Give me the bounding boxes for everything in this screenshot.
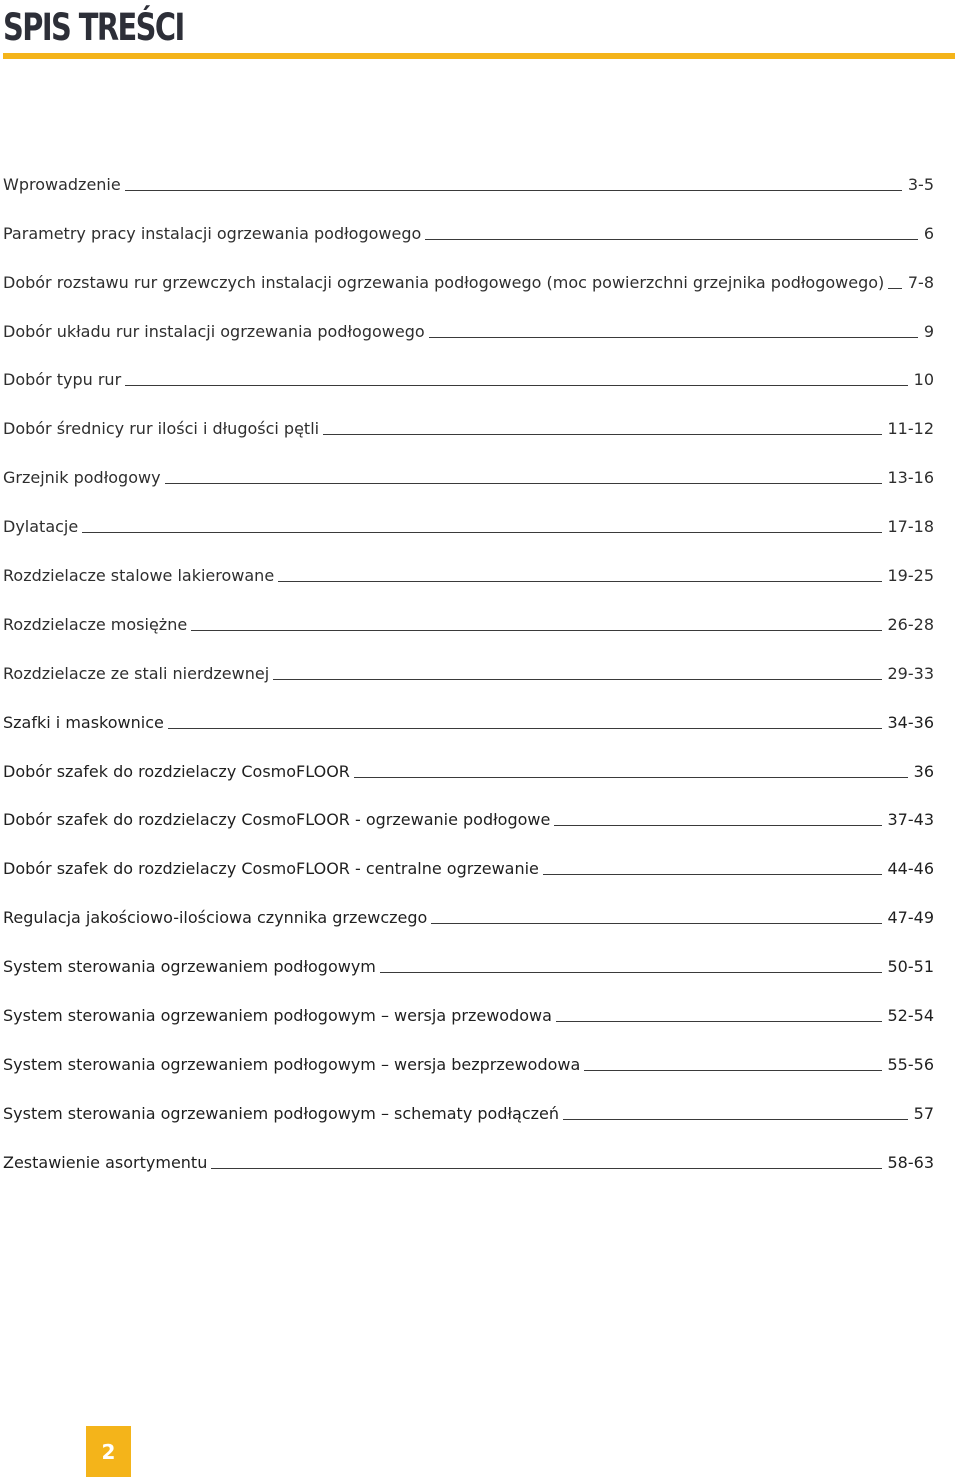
toc-entry[interactable]	[3, 907, 934, 956]
page-number: 2	[101, 1439, 116, 1464]
toc-leader-line	[380, 972, 882, 973]
toc-entry-title: System sterowania ogrzewaniem podłogowym – wersja przewodowa	[3, 1006, 552, 1026]
toc-entry-title: Zestawienie asortymentu	[3, 1152, 208, 1172]
toc-entry-title: Dobór szafek do rozdzielaczy CosmoFLOOR - centralne ogrzewanie	[3, 859, 539, 879]
toc-entry[interactable]	[3, 1103, 934, 1152]
table-of-contents	[3, 174, 934, 1201]
toc-entry-title: Dobór średnicy rur ilości i długości pętli	[3, 419, 320, 439]
toc-leader-line	[563, 1119, 908, 1120]
toc-entry-pages: 52-54	[887, 1006, 934, 1026]
toc-entry[interactable]	[3, 321, 934, 370]
toc-entry-title: Szafki i maskownice	[3, 712, 164, 732]
toc-entry-pages: 17-18	[887, 517, 934, 537]
toc-entry[interactable]	[3, 1054, 934, 1103]
toc-entry-title: System sterowania ogrzewaniem podłogowym	[3, 957, 376, 977]
toc-entry-title: Rozdzielacze mosiężne	[3, 614, 188, 634]
toc-leader-line	[584, 1070, 881, 1071]
toc-entry-pages: 10	[913, 370, 934, 390]
toc-entry-title: Regulacja jakościowo-ilościowa czynnika grzewczego	[3, 908, 428, 928]
toc-entry-pages: 57	[913, 1103, 934, 1123]
toc-entry[interactable]	[3, 712, 934, 761]
toc-entry[interactable]	[3, 1005, 934, 1054]
toc-leader-line	[191, 630, 881, 631]
toc-entry[interactable]	[3, 223, 934, 272]
toc-entry[interactable]	[3, 516, 934, 565]
toc-entry[interactable]	[3, 418, 934, 467]
toc-entry[interactable]	[3, 810, 934, 859]
toc-leader-line	[429, 337, 918, 338]
toc-entry[interactable]	[3, 858, 934, 907]
toc-entry-pages: 19-25	[887, 566, 934, 586]
toc-entry[interactable]	[3, 663, 934, 712]
toc-entry-pages: 29-33	[887, 663, 934, 683]
toc-entry-pages: 37-43	[887, 810, 934, 830]
toc-leader-line	[278, 581, 881, 582]
toc-entry-pages: 55-56	[887, 1054, 934, 1074]
toc-leader-line	[554, 825, 881, 826]
toc-entry[interactable]	[3, 761, 934, 810]
title-underline	[3, 53, 955, 59]
toc-entry-pages: 36	[913, 761, 934, 781]
toc-entry-pages: 44-46	[887, 859, 934, 879]
toc-entry-pages: 13-16	[887, 468, 934, 488]
toc-entry-title: Wprowadzenie	[3, 174, 121, 194]
toc-entry[interactable]	[3, 956, 934, 1005]
toc-entry-pages: 58-63	[887, 1152, 934, 1172]
toc-entry-title: Parametry pracy instalacji ogrzewania podłogowego	[3, 223, 422, 243]
toc-entry-pages: 3-5	[907, 174, 934, 194]
toc-entry-title: Dobór typu rur	[3, 370, 122, 390]
toc-leader-line	[556, 1021, 882, 1022]
toc-entry-title: Dobór układu rur instalacji ogrzewania podłogowego	[3, 321, 425, 341]
toc-entry-pages: 47-49	[887, 908, 934, 928]
toc-entry-title: Rozdzielacze ze stali nierdzewnej	[3, 663, 270, 683]
toc-entry-pages: 50-51	[887, 957, 934, 977]
toc-leader-line	[82, 532, 881, 533]
toc-entry-pages: 6	[923, 223, 934, 243]
toc-leader-line	[323, 434, 881, 435]
toc-leader-line	[211, 1168, 881, 1169]
toc-entry[interactable]	[3, 174, 934, 223]
toc-entry-title: System sterowania ogrzewaniem podłogowym – schematy podłączeń	[3, 1103, 560, 1123]
toc-entry-title: Dobór szafek do rozdzielaczy CosmoFLOOR	[3, 761, 350, 781]
toc-entry[interactable]	[3, 1152, 934, 1201]
page-title: SPIS TREŚCI	[3, 6, 184, 49]
toc-entry-title: Dobór rozstawu rur grzewczych instalacji ogrzewania podłogowego (moc powierzchni grzejnika podłogowego)	[3, 272, 885, 292]
toc-entry-pages: 26-28	[887, 614, 934, 634]
toc-leader-line	[425, 239, 918, 240]
toc-entry-pages: 7-8	[907, 272, 934, 292]
page-number-badge	[86, 1426, 131, 1477]
toc-leader-line	[354, 777, 908, 778]
toc-leader-line	[543, 874, 882, 875]
toc-entry-title: System sterowania ogrzewaniem podłogowym – wersja bezprzewodowa	[3, 1054, 581, 1074]
toc-entry-pages: 11-12	[887, 419, 934, 439]
toc-entry[interactable]	[3, 565, 934, 614]
toc-entry-title: Dylatacje	[3, 517, 79, 537]
toc-leader-line	[273, 679, 881, 680]
toc-leader-line	[168, 728, 882, 729]
toc-leader-line	[125, 385, 908, 386]
toc-leader-line	[431, 923, 881, 924]
toc-entry[interactable]	[3, 370, 934, 419]
toc-entry[interactable]	[3, 272, 934, 321]
toc-leader-line	[165, 483, 882, 484]
toc-entry-pages: 9	[923, 321, 934, 341]
toc-entry[interactable]	[3, 614, 934, 663]
toc-entry-title: Grzejnik podłogowy	[3, 468, 161, 488]
toc-leader-line	[125, 190, 902, 191]
toc-entry-title: Rozdzielacze stalowe lakierowane	[3, 566, 275, 586]
toc-entry[interactable]	[3, 467, 934, 516]
toc-leader-line	[888, 288, 902, 289]
toc-entry-title: Dobór szafek do rozdzielaczy CosmoFLOOR - ogrzewanie podłogowe	[3, 810, 551, 830]
toc-entry-pages: 34-36	[887, 712, 934, 732]
